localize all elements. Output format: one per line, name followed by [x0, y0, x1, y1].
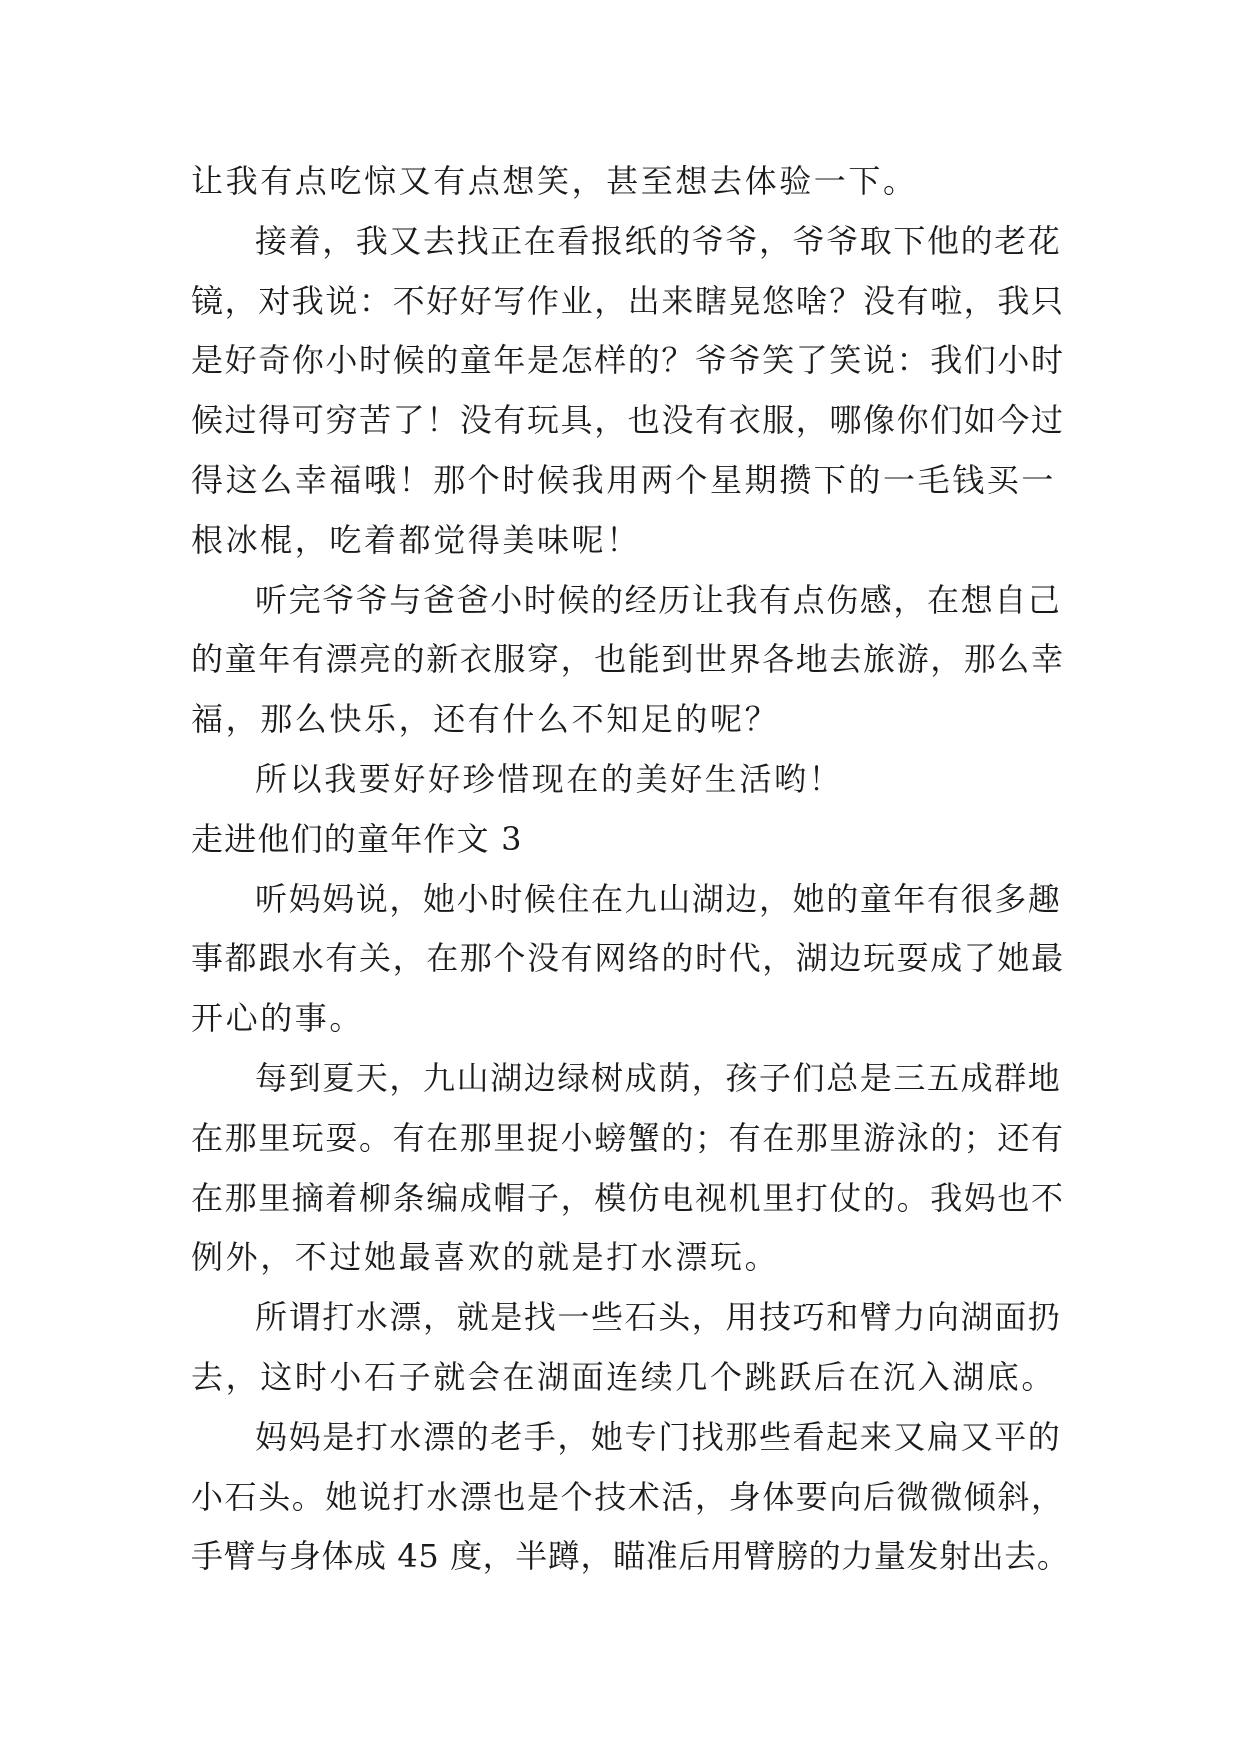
text-line: 让我有点吃惊又有点想笑，甚至想去体验一下。 [191, 162, 918, 200]
document-page [191, 152, 1071, 1587]
text-line: 福，那么快乐，还有什么不知足的呢？ [191, 700, 780, 739]
paragraph-start-line: 每到夏天，九山湖边绿树成荫，孩子们总是三五成群地 [255, 1058, 1062, 1097]
text-line: 事都跟水有关，在那个没有网络的时代，湖边玩耍成了她最 [191, 939, 1065, 978]
paragraph-start-line: 妈妈是打水漂的老手，她专门找那些看起来又扁又平的 [255, 1417, 1062, 1456]
text-line: 在那里玩耍。有在那里捉小螃蟹的；有在那里游泳的；还有 [191, 1118, 1065, 1157]
text-line: 例外，不过她最喜欢的就是打水漂玩。 [191, 1238, 780, 1277]
paragraph-start-line: 听完爷爷与爸爸小时候的经历让我有点伤感，在想自己 [255, 580, 1062, 619]
paragraph-start-line: 接着，我又去找正在看报纸的爷爷，爷爷取下他的老花 [255, 221, 1062, 260]
text-line: 在那里摘着柳条编成帽子，模仿电视机里打仗的。我妈也不 [191, 1178, 1065, 1217]
text-line: 小石头。她说打水漂也是个技术活，身体要向后微微倾斜， [191, 1477, 1065, 1516]
section-heading: 走进他们的童年作文 3 [191, 819, 523, 858]
text-line: 的童年有漂亮的新衣服穿，也能到世界各地去旅游，那么幸 [191, 640, 1065, 679]
text-line: 去，这时小石子就会在湖面连续几个跳跃后在沉入湖底。 [191, 1357, 1057, 1396]
text-line: 是好奇你小时候的童年是怎样的？爷爷笑了笑说：我们小时 [191, 341, 1065, 380]
text-line: 手臂与身体成 45 度，半蹲，瞄准后用臂膀的力量发射出去。 [191, 1537, 1070, 1576]
text-line: 得这么幸福哦！那个时候我用两个星期攒下的一毛钱买一 [191, 460, 1057, 499]
text-line: 候过得可穷苦了！没有玩具，也没有衣服，哪像你们如今过 [191, 401, 1065, 440]
paragraph-start-line: 听妈妈说，她小时候住在九山湖边，她的童年有很多趣 [255, 879, 1062, 918]
text-line: 镜，对我说：不好好写作业，出来瞎晃悠啥？没有啦，我只 [191, 281, 1065, 320]
text-line: 开心的事。 [191, 999, 365, 1038]
paragraph-start-line: 所谓打水漂，就是找一些石头，用技巧和臂力向湖面扔 [255, 1298, 1062, 1337]
text-line: 根冰棍，吃着都觉得美味呢！ [191, 520, 641, 559]
paragraph-start-line: 所以我要好好珍惜现在的美好生活哟！ [255, 759, 844, 798]
